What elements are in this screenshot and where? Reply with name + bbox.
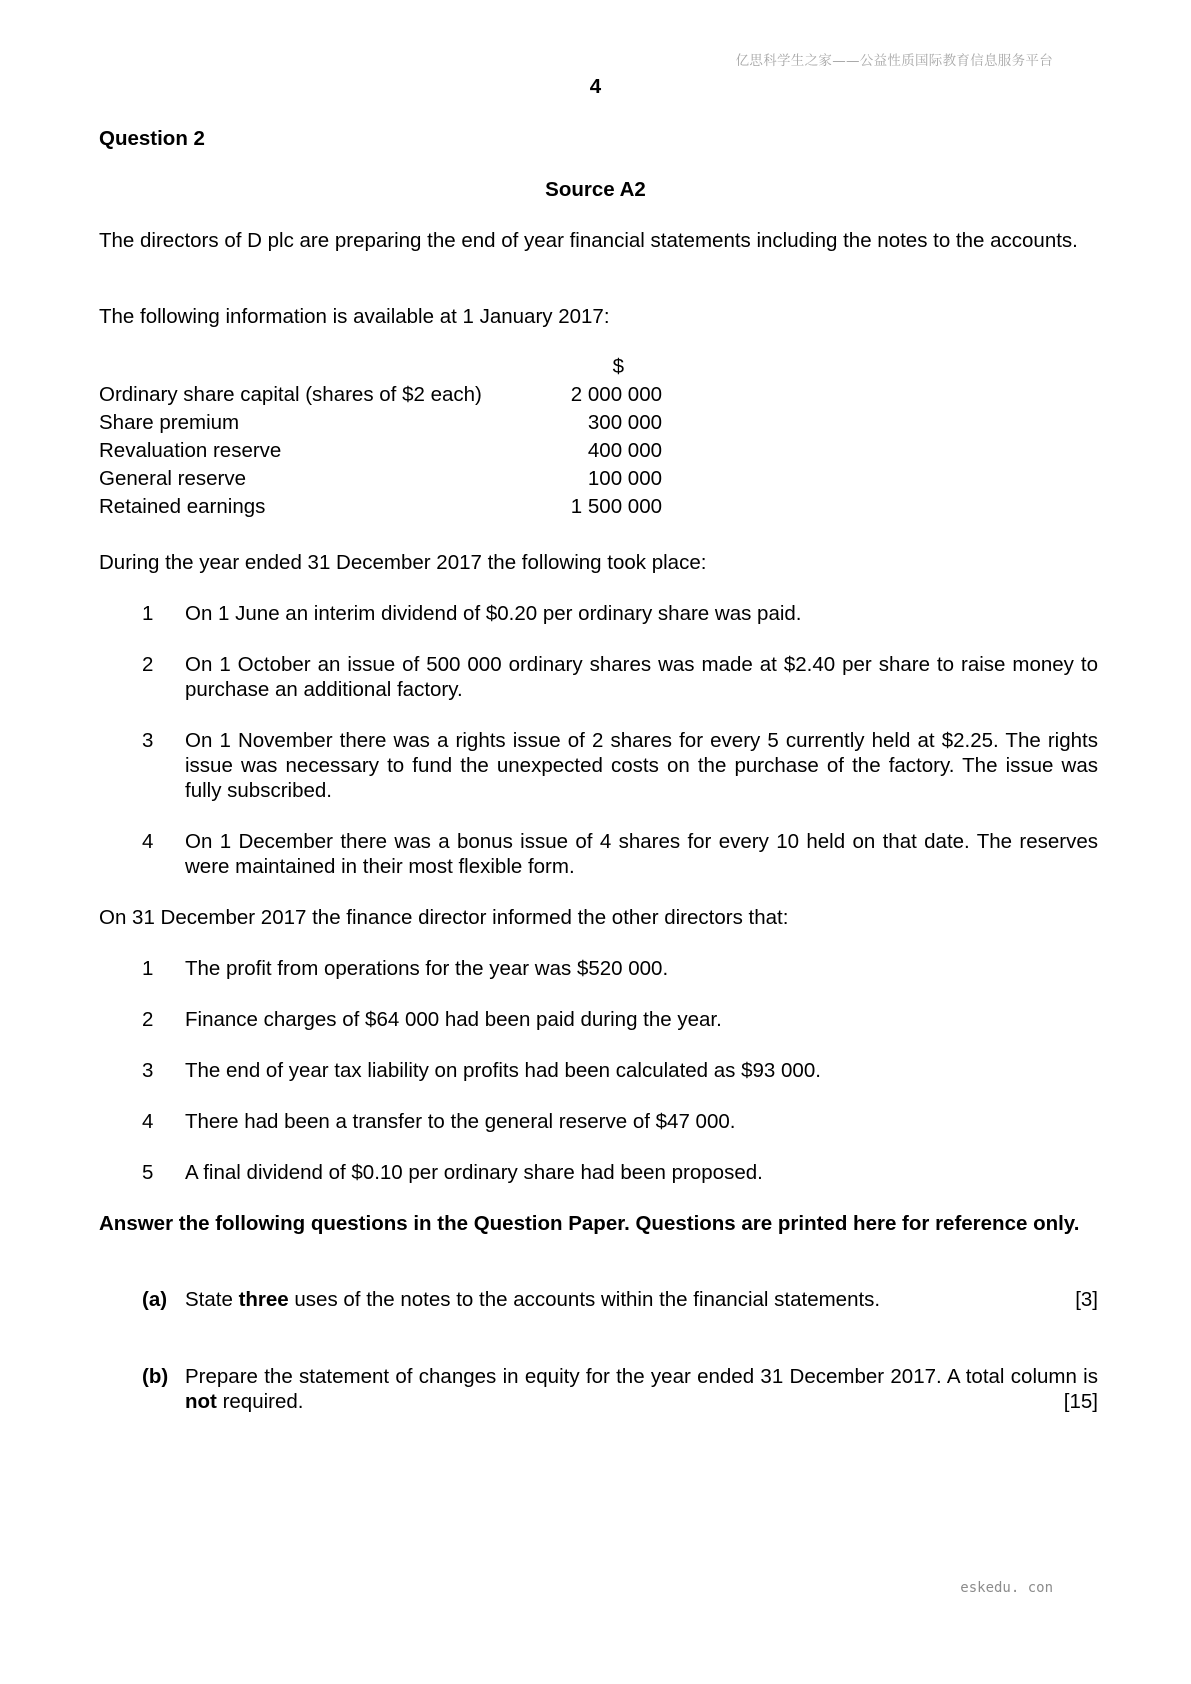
balance-value: 2 000 000 [570,383,662,406]
instruction-text: Answer the following questions in the Question Paper. Questions are printed here for reference only. [99,1212,1080,1235]
part-marks: [15] [1063,1390,1098,1413]
part-label: (b) [142,1365,169,1388]
page-number: 4 [589,75,602,98]
director-item-number: 4 [142,1110,154,1133]
part-emphasis: three [238,1288,289,1311]
director-item-number: 1 [142,957,154,980]
events-intro: During the year ended 31 December 2017 the following took place: [99,551,707,574]
event-number: 4 [142,830,154,853]
event-text: On 1 December there was a bonus issue of 4 shares for every 10 held on that date. The reserves were maintained in their most flexible form. [185,830,1098,878]
balance-value: 100 000 [587,467,662,490]
director-item-number: 3 [142,1059,154,1082]
part-label: (a) [142,1288,168,1311]
part-text-start: Prepare the statement of changes in equity for the year ended 31 December 2017. A total column is [185,1365,1098,1388]
balance-label: General reserve [99,467,246,490]
source-heading: Source A2 [545,178,646,201]
part-text-end: uses of the notes to the accounts within the financial statements. [288,1288,881,1311]
balance-value: 1 500 000 [570,495,662,518]
balance-value: 400 000 [587,439,662,462]
balance-label: Share premium [99,411,240,434]
part-text-start: State [185,1288,239,1311]
director-item-text: A final dividend of $0.10 per ordinary share had been proposed. [185,1161,763,1184]
balance-label: Revaluation reserve [99,439,282,462]
director-item-number: 2 [142,1008,154,1031]
event-text: On 1 June an interim dividend of $0.20 per ordinary share was paid. [185,602,802,625]
question-heading: Question 2 [99,127,205,150]
director-item-number: 5 [142,1161,154,1184]
event-number: 1 [142,602,154,625]
currency-header: $ [612,355,624,378]
part-text-end: required. [216,1390,304,1413]
part-text [185,1287,985,1312]
event-text: On 1 October an issue of 500 000 ordinary shares was made at $2.40 per share to raise money to purchase an additional factory. [185,653,1098,701]
part-emphasis: not [185,1390,217,1413]
director-intro: On 31 December 2017 the finance director informed the other directors that: [99,906,789,929]
director-item-text: Finance charges of $64 000 had been paid during the year. [185,1008,722,1031]
event-number: 2 [142,653,154,676]
director-item-text: There had been a transfer to the general reserve of $47 000. [185,1110,736,1133]
event-number: 3 [142,729,154,752]
event-text: On 1 November there was a rights issue of 2 shares for every 5 currently held at $2.25. The rights issue was necessary to fund the unexpected costs on the purchase of the factory. The issue was fully subscribed. [185,729,1098,802]
part-text [185,1364,1098,1414]
intro-paragraph: The directors of D plc are preparing the end of year financial statements including the notes to the accounts. [99,229,1078,252]
balance-label: Ordinary share capital (shares of $2 each) [99,383,482,406]
footer-watermark: eskedu. con [960,1580,1053,1596]
part-marks: [3] [1075,1288,1098,1311]
watermark-text: 亿思科学生之家——公益性质国际教育信息服务平台 [735,53,1053,69]
balance-value: 300 000 [587,411,662,434]
director-item-text: The profit from operations for the year was $520 000. [185,957,669,980]
director-item-text: The end of year tax liability on profits had been calculated as $93 000. [185,1059,821,1082]
balance-label: Retained earnings [99,495,266,518]
info-intro: The following information is available at 1 January 2017: [99,305,610,328]
